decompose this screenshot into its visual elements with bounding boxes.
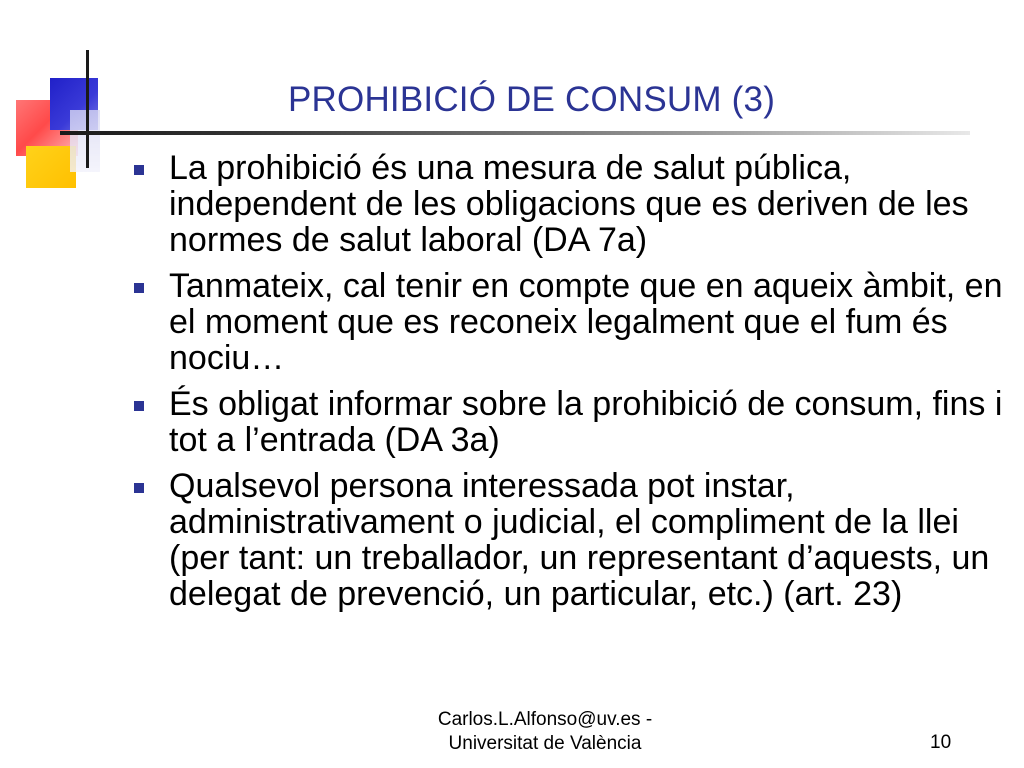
bullet-item xyxy=(125,468,1005,612)
square-bullet-icon xyxy=(134,483,144,493)
bullet-text: Tanmateix, cal tenir en compte que en aqueix àmbit, en el moment que es reconeix legalment que el fum és nociu… xyxy=(169,267,1003,377)
bullet-text: La prohibició és una mesura de salut pública, independent de les obligacions que es deriven de les normes de salut laboral (DA 7a) xyxy=(169,149,969,259)
square-bullet-icon xyxy=(134,165,144,175)
slide-title: PROHIBICIÓ DE CONSUM (3) xyxy=(288,80,776,119)
square-bullet-icon xyxy=(134,283,144,293)
bullet-item xyxy=(125,268,1005,376)
bullet-item xyxy=(125,386,1005,458)
bullet-list xyxy=(125,150,1005,622)
bullet-text: Qualsevol persona interessada pot instar, administrativament o judicial, el compliment de la llei (per tant: un treballador, un representant d’aquests, un delegat de prevenció, un particular, etc.) (art. 23) xyxy=(169,467,990,613)
decorative-yellow-square xyxy=(26,146,76,188)
bullet-item xyxy=(125,150,1005,258)
square-bullet-icon xyxy=(134,401,144,411)
decorative-vertical-line xyxy=(86,50,89,168)
page-number: 10 xyxy=(930,732,952,753)
title-underline xyxy=(60,131,970,135)
footer-author: Carlos.L.Alfonso@uv.es - Universitat de València xyxy=(437,709,653,754)
decorative-pale-square xyxy=(70,110,100,172)
bullet-text: És obligat informar sobre la prohibició de consum, fins i tot a l’entrada (DA 3a) xyxy=(169,385,1003,459)
